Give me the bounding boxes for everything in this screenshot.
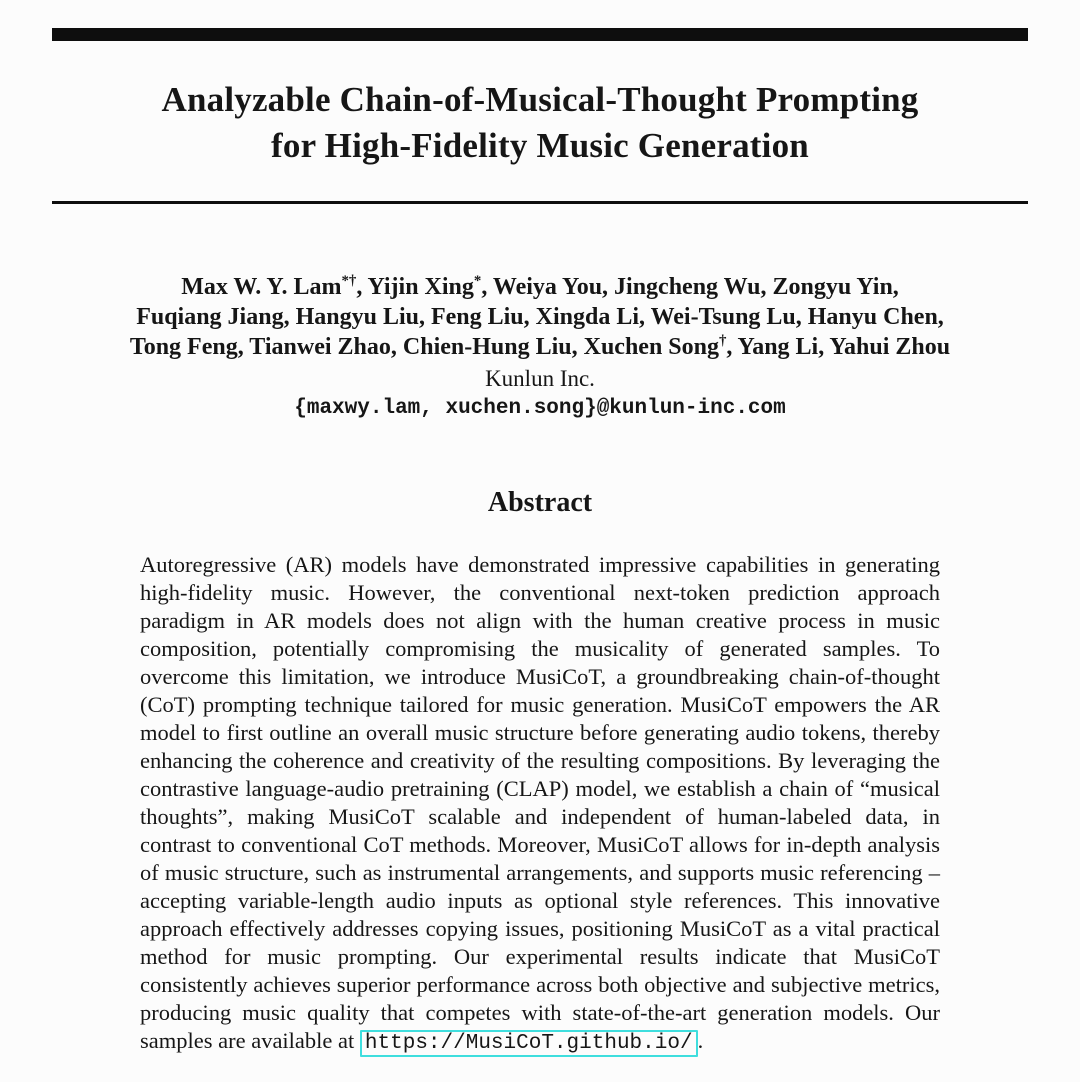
- author-line-2: [0, 302, 1080, 332]
- top-rule: [52, 28, 1028, 41]
- paper-title: [40, 77, 1040, 169]
- affiliation: Kunlun Inc.: [485, 366, 595, 391]
- title-line-1: Analyzable Chain-of-Musical-Thought Prompting: [161, 80, 919, 119]
- abstract-closing-period: .: [697, 1028, 704, 1053]
- abstract-text: Autoregressive (AR) models have demonstrated impressive capabilities in generating high-fidelity music. However, the conventional next-token prediction approach paradigm in AR models does not align with the human creative process in music composition, potentially compromising the musicality of generated samples. To overcome this limitation, we introduce MusiCoT, a groundbreaking chain-of-thought (CoT) prompting technique tailored for music generation. MusiCoT empowers the AR model to first outline an overall music structure before generating audio tokens, thereby enhancing the coherence and creativity of the resulting compositions. By leveraging the contrastive language-audio pretraining (CLAP) model, we establish a chain of “musical thoughts”, making MusiCoT scalable and independent of human-labeled data, in contrast to conventional CoT methods. Moreover, MusiCoT allows for in-depth analysis of music structure, such as instrumental arrangements, and supports music referencing – accepting variable-length audio inputs as optional style references. This innovative approach effectively addresses copying issues, positioning MusiCoT as a vital practical method for music prompting. Our experimental results indicate that MusiCoT consistently achieves superior performance across both objective and subjective metrics, producing music quality that competes with state-of-the-art generation models. Our samples are available at: [140, 552, 940, 1053]
- author-names: Tong Feng, Tianwei Zhao, Chien-Hung Liu, Xuchen Song: [129, 334, 719, 360]
- author-names: , Yijin Xing: [356, 274, 474, 300]
- abstract-heading: Abstract: [487, 487, 593, 518]
- contact-email: {maxwy.lam, xuchen.song}@kunlun-inc.com: [294, 397, 786, 420]
- author-block: [0, 272, 1080, 422]
- author-names: Max W. Y. Lam: [181, 274, 342, 300]
- samples-url-link[interactable]: https://MusiCoT.github.io/: [360, 1030, 698, 1057]
- author-names: , Weiya You, Jingcheng Wu, Zongyu Yin,: [481, 274, 899, 300]
- author-marker: †: [718, 333, 727, 349]
- title-line-2: for High-Fidelity Music Generation: [271, 126, 809, 165]
- author-names: Fuqiang Jiang, Hangyu Liu, Feng Liu, Xingda Li, Wei-Tsung Lu, Hanyu Chen,: [136, 304, 944, 330]
- title-bottom-rule: [52, 201, 1028, 204]
- author-marker: *: [473, 273, 482, 289]
- abstract-body: [140, 551, 940, 1058]
- author-marker: *†: [341, 273, 357, 289]
- author-line-1: [0, 272, 1080, 302]
- author-names: , Yang Li, Yahui Zhou: [726, 334, 951, 360]
- author-line-3: [0, 332, 1080, 362]
